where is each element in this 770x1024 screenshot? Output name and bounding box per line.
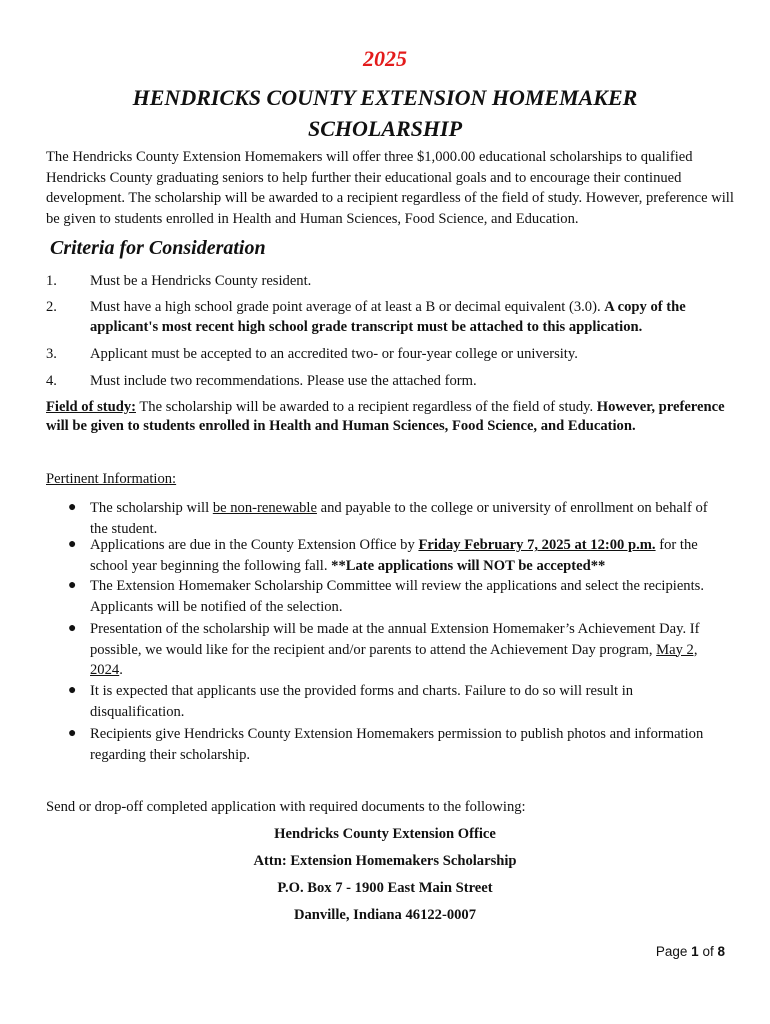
criteria-number: 1. (46, 273, 57, 289)
field-of-study-paragraph (46, 398, 726, 435)
title-line-2: SCHOLARSHIP (307, 116, 463, 141)
criteria-heading: Criteria for Consideration (50, 237, 266, 259)
criteria-number: 2. (46, 299, 57, 315)
bullet-item (46, 535, 726, 576)
bullet-icon: ● (68, 500, 77, 515)
criteria-item (46, 271, 726, 291)
bullet-text: and payable to the college or university of enrollment on behalf of the student. (90, 500, 708, 537)
bullet-item (46, 724, 726, 765)
criteria-text: Must be a Hendricks County resident. (90, 273, 312, 289)
page-of: of (702, 944, 714, 959)
bullet-item (46, 498, 726, 539)
bullet-item (46, 681, 726, 722)
bullet-text: for the school year beginning the following fall. (90, 537, 698, 574)
page-current: 1 (691, 944, 699, 959)
bullet-item (46, 576, 726, 617)
criteria-number: 3. (46, 346, 57, 362)
title-line-1: HENDRICKS COUNTY EXTENSION HOMEMAKER (132, 85, 638, 110)
criteria-item (46, 344, 726, 364)
send-instructions: Send or drop-off completed application with required documents to the following: (46, 799, 526, 815)
address-line: Danville, Indiana 46122-0007 (293, 907, 477, 923)
achievement-day-date: May 2, 2024 (90, 641, 698, 678)
bullet-underlined-text: be non-renewable (212, 500, 317, 516)
bullet-text: The scholarship will (90, 500, 213, 516)
bullet-icon: ● (68, 726, 77, 741)
bullet-text: Applications are due in the County Extension Office by (90, 537, 419, 553)
bullet-text: The Extension Homemaker Scholarship Committee will review the applications and select the recipients. Applicants will be notified of the selection. (90, 578, 704, 615)
late-warning-text: **Late applications will NOT be accepted** (331, 557, 606, 574)
bullet-text: Recipients give Hendricks County Extension Homemakers permission to publish photos and information regarding their scholarship. (90, 726, 704, 763)
bullet-text: . (119, 662, 123, 678)
field-of-study-bold: However, preference will be given to students enrolled in Health and Human Sciences, Food Science, and Education. (46, 399, 725, 434)
bullet-item (46, 619, 726, 681)
address-line: Hendricks County Extension Office (274, 826, 496, 842)
bullet-text: Presentation of the scholarship will be made at the annual Extension Homemaker’s Achievement Day. If possible, we would like for the recipient and/or parents to attend the Achievement Day program, (90, 621, 700, 658)
address-line: Attn: Extension Homemakers Scholarship (253, 853, 517, 869)
address-line: P.O. Box 7 - 1900 East Main Street (277, 880, 493, 896)
criteria-item (46, 297, 726, 337)
field-of-study-text: The scholarship will be awarded to a recipient regardless of the field of study. (136, 399, 597, 415)
criteria-text: Applicant must be accepted to an accredited two- or four-year college or university. (90, 346, 578, 362)
page-label: Page (655, 944, 688, 959)
criteria-text: Must have a high school grade point average of at least a B or decimal equivalent (3.0). (90, 299, 605, 315)
page-title (90, 82, 680, 144)
criteria-number: 4. (46, 373, 57, 389)
bullet-icon: ● (68, 683, 77, 698)
year-heading: 2025 (363, 46, 407, 71)
bullet-icon: ● (68, 537, 77, 552)
bullet-icon: ● (68, 578, 77, 593)
criteria-bold-text: A copy of the applicant's most recent high school grade transcript must be attached to this application. (90, 299, 686, 335)
bullet-text: It is expected that applicants use the provided forms and charts. Failure to do so will result in disqualification. (90, 683, 634, 720)
pertinent-heading: Pertinent Information: (46, 471, 177, 487)
criteria-text: Must include two recommendations. Please use the attached form. (90, 373, 477, 389)
field-of-study-label: Field of study: (46, 399, 136, 415)
bullet-icon: ● (68, 621, 77, 636)
intro-paragraph: The Hendricks County Extension Homemakers will offer three $1,000.00 educational scholarships to qualified Hendricks County graduating seniors to help further their educational goals and to encourage their continued development. The scholarship will be awarded to a recipient regardless of the field of study. However, preference will be given to students enrolled in Health and Human Sciences, Food Science, and Education. (46, 149, 734, 227)
page-number (656, 944, 725, 959)
criteria-item (46, 371, 726, 391)
deadline-text: Friday February 7, 2025 at 12:00 p.m. (418, 537, 656, 553)
page-total: 8 (717, 944, 725, 959)
